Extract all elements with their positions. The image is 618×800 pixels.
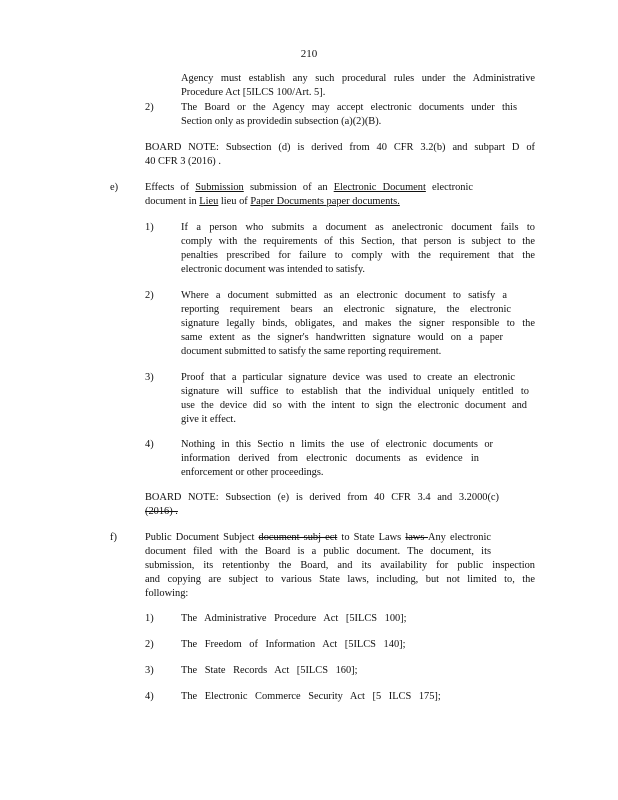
text-line: penalties prescribed for failure to comply with the requirement that the [181, 250, 535, 261]
item-label: 2) [145, 290, 154, 301]
continued-paragraph [181, 72, 535, 100]
list-item [181, 221, 535, 277]
list-item: The State Records Act [5ILCS 160]; [181, 665, 358, 676]
item-label: 4) [145, 439, 154, 450]
page-number: 210 [300, 48, 318, 60]
text-line: 40 CFR 3 (2016) . [145, 156, 221, 167]
text-line: submission, its retentionby the Board, and its availability for public inspection [145, 560, 535, 571]
section-paragraph [145, 531, 535, 601]
text-line: document submitted to satisfy the same reporting requirement. [181, 346, 442, 357]
text-line: signature legally binds, obligates, and makes the signer responsible to the [181, 318, 535, 329]
item-label: 3) [145, 372, 154, 383]
text-line: Nothing in this Sectio n limits the use of electronic documents or [181, 439, 493, 450]
item-label: 4) [145, 691, 154, 702]
text-line: electronic document was intended to satisfy. [181, 264, 365, 275]
item-label: 1) [145, 222, 154, 233]
text-line: following: [145, 588, 189, 599]
item-label: 1) [145, 613, 154, 624]
list-item: The Electronic Commerce Security Act [5 ILCS 175]; [181, 691, 441, 702]
section-label: f) [110, 532, 117, 543]
text-line: and copying are subject to various State laws, including, but not limited to, the [145, 574, 535, 585]
deleted-text: Electronic Document [333, 182, 426, 193]
text-line: comply with the requirements of this Section, that person is subject to the [181, 236, 535, 247]
list-item [181, 101, 517, 129]
inserted-text: paper documents. [323, 196, 400, 207]
text-line: enforcement or other proceedings. [181, 467, 324, 478]
text-line: Procedure Act [5ILCS 100/Art. 5]. [181, 87, 326, 98]
list-item [181, 371, 529, 427]
item-label: 2) [145, 102, 154, 113]
text-line: signature will suffice to establish that the individual uniquely entitled to [181, 386, 529, 397]
text-line: Effects of Submission submission of an Electronic Document electronic [145, 182, 473, 193]
list-item [181, 438, 493, 480]
text-line: reporting requirement bears an electronic signature, the electronic [181, 304, 511, 315]
text-line: Proof that a particular signature device was used to create an electronic [181, 372, 515, 383]
deleted-text: Submission [195, 182, 244, 193]
text-line: use the device did so with the intent to sign the electronic document and [181, 400, 527, 411]
text-line: Section only as providedin subsection (a)(2)(B). [181, 116, 382, 127]
list-item: The Freedom of Information Act [5ILCS 140]; [181, 639, 406, 650]
text-line: information derived from electronic documents as evidence in [181, 453, 479, 464]
deleted-text: (2016) . [145, 506, 178, 517]
deleted-text: laws [405, 532, 428, 543]
text-line: BOARD NOTE: Subsection (e) is derived from 40 CFR 3.4 and 3.2000(c) [145, 492, 499, 503]
text-line: give it effect. [181, 414, 236, 425]
text-line: BOARD NOTE: Subsection (d) is derived from 40 CFR 3.2(b) and subpart D of [145, 142, 535, 153]
section-label: e) [110, 182, 119, 193]
text-line: Agency must establish any such procedural rules under the Administrative [181, 73, 535, 84]
section-heading [145, 181, 473, 209]
board-note [145, 141, 535, 169]
item-label: 3) [145, 665, 154, 676]
text-line: Public Document Subject document subj ect to State Laws laws Any electronic [145, 532, 491, 543]
text-line: document filed with the Board is a public document. The document, its [145, 546, 491, 557]
board-note [145, 491, 499, 519]
text-line: If a person who submits a document as anelectronic document fails to [181, 222, 535, 233]
text-line: Where a document submitted as an electronic document to satisfy a [181, 290, 507, 301]
list-item [181, 289, 535, 359]
item-label: 2) [145, 639, 154, 650]
deleted-text: Lieu [199, 196, 219, 207]
list-item: The Administrative Procedure Act [5ILCS 100]; [181, 613, 407, 624]
deleted-text: Paper Documents [250, 196, 324, 207]
text-line: The Board or the Agency may accept electronic documents under this [181, 102, 517, 113]
text-line: same extent as the signer's handwritten signature would on a paper [181, 332, 503, 343]
deleted-text: document subj ect [258, 532, 338, 543]
text-line: document in Lieu lieu of Paper Documents paper documents. [145, 196, 400, 207]
